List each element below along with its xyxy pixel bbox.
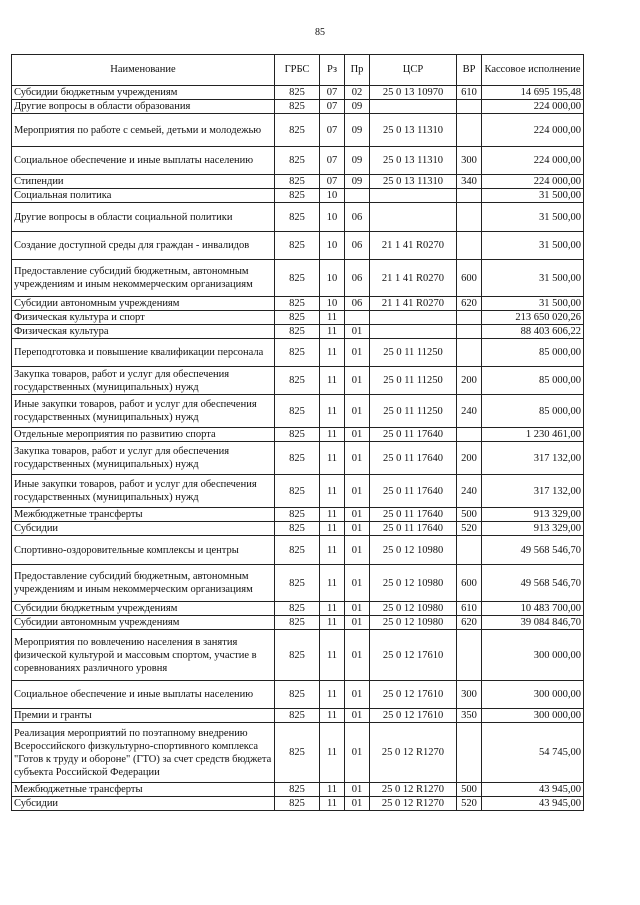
budget-execution-table [11,54,584,811]
row-grbs-cell: 825 [275,536,320,565]
row-name-cell: Субсидии бюджетным учреждениям [12,602,275,616]
row-grbs-cell: 825 [275,339,320,367]
row-amount-cell: 224 000,00 [482,175,584,189]
table-row [12,114,584,147]
row-rz-cell: 11 [320,709,345,723]
row-rz-cell: 11 [320,339,345,367]
row-vr-cell [457,723,482,783]
row-grbs-cell: 825 [275,565,320,602]
table-row [12,175,584,189]
row-name-cell: Физическая культура [12,325,275,339]
table-row [12,339,584,367]
row-grbs-cell: 825 [275,797,320,811]
row-csr-cell: 25 0 11 17640 [370,428,457,442]
row-rz-cell: 11 [320,602,345,616]
row-csr-cell: 25 0 11 11250 [370,367,457,395]
row-pr-cell: 01 [345,681,370,709]
row-pr-cell: 01 [345,508,370,522]
row-vr-cell: 240 [457,395,482,428]
column-header-vr: ВР [457,55,482,86]
row-pr-cell: 02 [345,86,370,100]
row-pr-cell [345,189,370,203]
row-pr-cell: 09 [345,114,370,147]
row-name-cell: Межбюджетные трансферты [12,508,275,522]
row-rz-cell: 10 [320,232,345,260]
row-pr-cell: 01 [345,565,370,602]
row-name-cell: Предоставление субсидий бюджетным, автономным учреждениям и иным некоммерческим организациям [12,260,275,297]
row-vr-cell [457,311,482,325]
row-amount-cell: 317 132,00 [482,475,584,508]
row-name-cell: Стипендии [12,175,275,189]
row-rz-cell: 10 [320,189,345,203]
page-number: 85 [315,27,325,38]
row-amount-cell: 213 650 020,26 [482,311,584,325]
row-amount-cell: 31 500,00 [482,297,584,311]
row-rz-cell: 07 [320,86,345,100]
row-amount-cell: 43 945,00 [482,797,584,811]
row-rz-cell: 11 [320,428,345,442]
row-grbs-cell: 825 [275,203,320,232]
row-vr-cell: 200 [457,442,482,475]
row-csr-cell [370,311,457,325]
row-rz-cell: 07 [320,147,345,175]
row-amount-cell: 913 329,00 [482,508,584,522]
row-vr-cell: 350 [457,709,482,723]
row-amount-cell: 913 329,00 [482,522,584,536]
row-rz-cell: 11 [320,475,345,508]
row-name-cell: Переподготовка и повышение квалификации персонала [12,339,275,367]
row-grbs-cell: 825 [275,681,320,709]
row-grbs-cell: 825 [275,783,320,797]
row-amount-cell: 31 500,00 [482,189,584,203]
table-row [12,565,584,602]
row-amount-cell: 1 230 461,00 [482,428,584,442]
row-grbs-cell: 825 [275,189,320,203]
row-rz-cell: 11 [320,311,345,325]
row-vr-cell [457,339,482,367]
row-rz-cell: 10 [320,203,345,232]
row-pr-cell: 06 [345,297,370,311]
row-csr-cell: 21 1 41 R0270 [370,297,457,311]
table-row [12,395,584,428]
table-row [12,232,584,260]
row-amount-cell: 300 000,00 [482,709,584,723]
row-amount-cell: 224 000,00 [482,114,584,147]
row-rz-cell: 11 [320,508,345,522]
row-pr-cell: 01 [345,709,370,723]
row-grbs-cell: 825 [275,723,320,783]
row-amount-cell: 49 568 546,70 [482,565,584,602]
row-pr-cell [345,311,370,325]
row-csr-cell: 25 0 12 R1270 [370,723,457,783]
row-rz-cell: 10 [320,260,345,297]
table-header-row [12,55,584,86]
row-amount-cell: 224 000,00 [482,147,584,175]
row-vr-cell: 240 [457,475,482,508]
row-vr-cell: 200 [457,367,482,395]
row-vr-cell: 600 [457,565,482,602]
row-rz-cell: 11 [320,723,345,783]
row-csr-cell: 25 0 13 10970 [370,86,457,100]
row-pr-cell: 01 [345,536,370,565]
row-name-cell: Социальная политика [12,189,275,203]
table-row [12,797,584,811]
row-grbs-cell: 825 [275,325,320,339]
row-name-cell: Физическая культура и спорт [12,311,275,325]
row-vr-cell: 620 [457,297,482,311]
row-csr-cell: 25 0 12 R1270 [370,797,457,811]
row-name-cell: Субсидии автономным учреждениям [12,616,275,630]
row-csr-cell: 25 0 11 17640 [370,522,457,536]
row-pr-cell: 01 [345,442,370,475]
row-vr-cell: 620 [457,616,482,630]
table-row [12,602,584,616]
column-header-grbs: ГРБС [275,55,320,86]
row-amount-cell: 14 695 195,48 [482,86,584,100]
table-row [12,325,584,339]
row-name-cell: Премии и гранты [12,709,275,723]
table-row [12,630,584,681]
row-rz-cell: 11 [320,783,345,797]
row-vr-cell [457,232,482,260]
row-vr-cell [457,536,482,565]
row-name-cell: Реализация мероприятий по поэтапному внедрению Всероссийского физкультурно-спортивного комплекса "Готов к труду и обороне" (ГТО) за счет средств бюджета субъекта Российской Федерации [12,723,275,783]
row-vr-cell [457,428,482,442]
row-csr-cell: 21 1 41 R0270 [370,260,457,297]
column-header-csr: ЦСР [370,55,457,86]
row-grbs-cell: 825 [275,260,320,297]
row-pr-cell: 01 [345,395,370,428]
row-rz-cell: 11 [320,442,345,475]
row-csr-cell: 25 0 11 11250 [370,339,457,367]
row-pr-cell: 01 [345,616,370,630]
table-row [12,203,584,232]
row-rz-cell: 10 [320,297,345,311]
table-row [12,189,584,203]
row-amount-cell: 317 132,00 [482,442,584,475]
row-name-cell: Закупка товаров, работ и услуг для обеспечения государственных (муниципальных) нужд [12,442,275,475]
row-grbs-cell: 825 [275,630,320,681]
row-name-cell: Спортивно-оздоровительные комплексы и центры [12,536,275,565]
row-grbs-cell: 825 [275,100,320,114]
row-csr-cell: 25 0 13 11310 [370,147,457,175]
row-amount-cell: 10 483 700,00 [482,602,584,616]
row-csr-cell: 25 0 12 10980 [370,536,457,565]
row-csr-cell: 25 0 11 17640 [370,508,457,522]
row-pr-cell: 01 [345,367,370,395]
column-header-cash-execution: Кассовое исполнение [482,55,584,86]
row-grbs-cell: 825 [275,175,320,189]
row-pr-cell: 01 [345,428,370,442]
row-pr-cell: 01 [345,522,370,536]
row-amount-cell: 224 000,00 [482,100,584,114]
row-grbs-cell: 825 [275,232,320,260]
row-pr-cell: 06 [345,260,370,297]
table-row [12,297,584,311]
table-row [12,100,584,114]
row-grbs-cell: 825 [275,616,320,630]
table-row [12,709,584,723]
row-amount-cell: 49 568 546,70 [482,536,584,565]
row-amount-cell: 85 000,00 [482,395,584,428]
row-rz-cell: 11 [320,536,345,565]
row-grbs-cell: 825 [275,297,320,311]
row-rz-cell: 11 [320,797,345,811]
row-name-cell: Социальное обеспечение и иные выплаты населению [12,681,275,709]
row-grbs-cell: 825 [275,311,320,325]
table-row [12,86,584,100]
table-row [12,367,584,395]
row-amount-cell: 88 403 606,22 [482,325,584,339]
row-rz-cell: 11 [320,395,345,428]
table-row [12,616,584,630]
table-row [12,428,584,442]
row-grbs-cell: 825 [275,428,320,442]
table-row [12,311,584,325]
table-row [12,681,584,709]
table-row [12,723,584,783]
row-name-cell: Создание доступной среды для граждан - инвалидов [12,232,275,260]
row-vr-cell [457,100,482,114]
row-vr-cell [457,325,482,339]
row-csr-cell: 25 0 13 11310 [370,175,457,189]
table-row [12,442,584,475]
row-grbs-cell: 825 [275,475,320,508]
row-amount-cell: 54 745,00 [482,723,584,783]
row-grbs-cell: 825 [275,522,320,536]
row-csr-cell: 25 0 11 17640 [370,442,457,475]
row-grbs-cell: 825 [275,442,320,475]
row-name-cell: Другие вопросы в области образования [12,100,275,114]
row-name-cell: Субсидии [12,522,275,536]
row-amount-cell: 31 500,00 [482,232,584,260]
table-row [12,475,584,508]
row-name-cell: Субсидии [12,797,275,811]
row-csr-cell: 21 1 41 R0270 [370,232,457,260]
row-amount-cell: 31 500,00 [482,260,584,297]
row-vr-cell: 610 [457,86,482,100]
row-rz-cell: 07 [320,175,345,189]
row-pr-cell: 01 [345,723,370,783]
column-header-pr: Пр [345,55,370,86]
row-csr-cell: 25 0 12 17610 [370,630,457,681]
row-csr-cell: 25 0 12 17610 [370,681,457,709]
row-csr-cell [370,325,457,339]
table-row [12,147,584,175]
row-amount-cell: 85 000,00 [482,367,584,395]
row-pr-cell: 06 [345,232,370,260]
row-grbs-cell: 825 [275,86,320,100]
row-csr-cell: 25 0 12 10980 [370,602,457,616]
row-rz-cell: 11 [320,630,345,681]
row-amount-cell: 300 000,00 [482,681,584,709]
table-row [12,522,584,536]
row-vr-cell [457,189,482,203]
row-amount-cell: 300 000,00 [482,630,584,681]
row-amount-cell: 43 945,00 [482,783,584,797]
table-row [12,536,584,565]
row-grbs-cell: 825 [275,508,320,522]
row-vr-cell: 340 [457,175,482,189]
row-pr-cell: 01 [345,602,370,616]
row-name-cell: Субсидии автономным учреждениям [12,297,275,311]
row-vr-cell [457,203,482,232]
row-csr-cell [370,100,457,114]
row-csr-cell: 25 0 13 11310 [370,114,457,147]
row-csr-cell: 25 0 11 17640 [370,475,457,508]
row-amount-cell: 39 084 846,70 [482,616,584,630]
row-csr-cell [370,189,457,203]
row-vr-cell: 610 [457,602,482,616]
row-rz-cell: 11 [320,367,345,395]
row-name-cell: Субсидии бюджетным учреждениям [12,86,275,100]
row-amount-cell: 31 500,00 [482,203,584,232]
row-name-cell: Предоставление субсидий бюджетным, автономным учреждениям и иным некоммерческим организациям [12,565,275,602]
row-rz-cell: 11 [320,325,345,339]
row-csr-cell: 25 0 11 11250 [370,395,457,428]
row-csr-cell [370,203,457,232]
row-pr-cell: 01 [345,325,370,339]
row-vr-cell: 300 [457,147,482,175]
row-rz-cell: 07 [320,114,345,147]
row-pr-cell: 09 [345,100,370,114]
row-name-cell: Мероприятия по работе с семьей, детьми и молодежью [12,114,275,147]
row-name-cell: Закупка товаров, работ и услуг для обеспечения государственных (муниципальных) нужд [12,367,275,395]
row-rz-cell: 11 [320,565,345,602]
row-pr-cell: 09 [345,175,370,189]
row-csr-cell: 25 0 12 17610 [370,709,457,723]
row-pr-cell: 01 [345,797,370,811]
row-name-cell: Социальное обеспечение и иные выплаты населению [12,147,275,175]
row-vr-cell: 520 [457,797,482,811]
table-row [12,783,584,797]
column-header-rz: Рз [320,55,345,86]
row-grbs-cell: 825 [275,367,320,395]
row-rz-cell: 11 [320,522,345,536]
column-header-name: Наименование [12,55,275,86]
row-grbs-cell: 825 [275,114,320,147]
row-vr-cell [457,630,482,681]
row-name-cell: Иные закупки товаров, работ и услуг для обеспечения государственных (муниципальных) нужд [12,395,275,428]
table-row [12,260,584,297]
row-pr-cell: 01 [345,630,370,681]
row-name-cell: Иные закупки товаров, работ и услуг для обеспечения государственных (муниципальных) нужд [12,475,275,508]
row-vr-cell: 520 [457,522,482,536]
row-rz-cell: 11 [320,616,345,630]
row-grbs-cell: 825 [275,602,320,616]
row-rz-cell: 07 [320,100,345,114]
row-pr-cell: 09 [345,147,370,175]
row-pr-cell: 01 [345,339,370,367]
row-vr-cell [457,114,482,147]
row-name-cell: Другие вопросы в области социальной политики [12,203,275,232]
row-name-cell: Отдельные мероприятия по развитию спорта [12,428,275,442]
row-grbs-cell: 825 [275,709,320,723]
row-grbs-cell: 825 [275,395,320,428]
row-vr-cell: 600 [457,260,482,297]
row-amount-cell: 85 000,00 [482,339,584,367]
row-pr-cell: 01 [345,475,370,508]
row-csr-cell: 25 0 12 10980 [370,616,457,630]
row-rz-cell: 11 [320,681,345,709]
row-vr-cell: 300 [457,681,482,709]
row-vr-cell: 500 [457,508,482,522]
row-csr-cell: 25 0 12 10980 [370,565,457,602]
row-name-cell: Мероприятия по вовлечению населения в занятия физической культурой и массовым спортом, участие в соревнованиях различного уровня [12,630,275,681]
row-pr-cell: 06 [345,203,370,232]
row-pr-cell: 01 [345,783,370,797]
row-grbs-cell: 825 [275,147,320,175]
table-row [12,508,584,522]
row-csr-cell: 25 0 12 R1270 [370,783,457,797]
row-name-cell: Межбюджетные трансферты [12,783,275,797]
row-vr-cell: 500 [457,783,482,797]
